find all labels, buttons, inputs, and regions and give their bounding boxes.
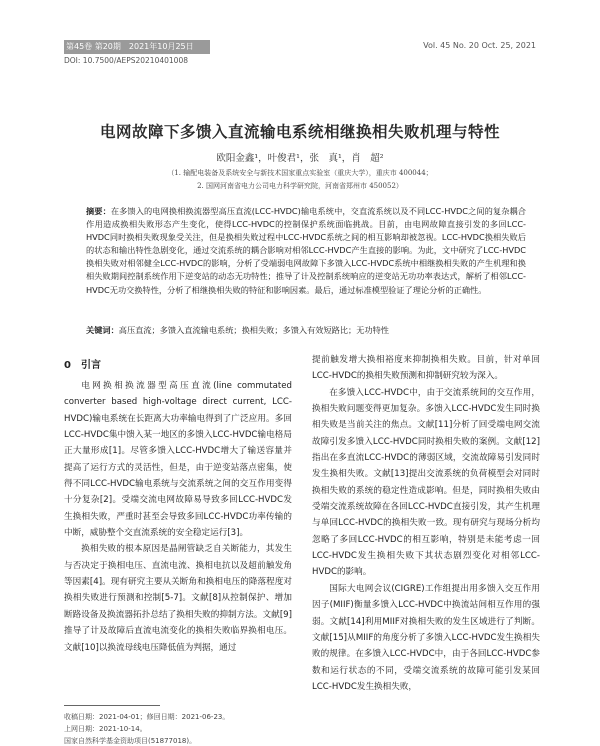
section-heading-introduction: 0 引言 bbox=[64, 360, 101, 371]
abstract-text: 在多馈入的电网换相换流器型高压直流(LCC-HVDC)输电系统中，交直流系统以及不同LCC-HVDC之间的复杂耦合作用造成换相失败形态产生变化，使得LCC-HVDC的控制保护系统面临挑战。目前，由电网故障直接引发的多回LCC-HVDC同时换相失败现象受关注，但是换相失败过程中LCC-HVDC系统之间的相互影响却被忽视。LCC-HVDC换相失败后的状态和输出特性急剧变化，通过交流系统的耦合影响对相邻LCC-HVDC产生直接的影响。为此，文中研究了LCC-HVDC换相失败对相邻健全LCC-HVDC的影响，分析了受端弱电网故障下多馈入LCC-HVDC系统中相继换相失败的产生机理和换相失败期间控制系统作用下逆变站的动态无功特性；推导了计及控制系统响应的逆变站无功功率表达式，解析了相邻LCC-HVDC无功交换特性，分析了相继换相失败的特征和影响因素。最后，通过标准模型验证了理论分析的正确性。 bbox=[86, 206, 526, 295]
affiliation-1: （1. 输配电装备及系统安全与新技术国家重点实验室（重庆大学），重庆市 400044； bbox=[167, 169, 433, 177]
right-column bbox=[312, 352, 540, 695]
abstract bbox=[86, 205, 526, 297]
footnote-divider bbox=[64, 705, 160, 706]
doi[interactable]: DOI: 10.7500/AEPS20210401008 bbox=[64, 56, 188, 65]
footnote-online-date: 上网日期：2021-10-14。 bbox=[64, 725, 147, 733]
authors: 欧阳金鑫¹，叶俊君¹，张 真¹，肖 超² bbox=[216, 153, 384, 164]
journal-volume-info: Vol. 45 No. 20 Oct. 25, 2021 bbox=[423, 41, 536, 50]
paragraph: 在多馈入LCC-HVDC中，由于交流系统间的交互作用，换相失败问题变得更加复杂。多馈入LCC-HVDC发生同时换相失败是当前关注的焦点。文献[11]分析了回受端电网交流故障引发多馈入LCC-HVDC同时换相失败的案例。文献[12]指出在多直流LCC-HVDC的薄弱区域，交流故障易引发同时发生换相失败。文献[13]提出交流系统的负荷模型会对同时换相失败的系统的稳定性造成影响。但是，同时换相失败由受端交流系统故障在各回LCC-HVDC直接引发，其产生机理与单回LCC-HVDC的换相失败一致。现有研究与现场分析均忽略了多回LCC-HVDC的相互影响，特别是未能考虑一回LCC-HVDC发生换相失败下其状态剧烈变化对相邻LCC-HVDC的影响。 bbox=[312, 387, 540, 578]
paragraph: 国际大电网会议(CIGRE)工作组提出用多馈入交互作用因子(MIIF)衡量多馈入LCC-HVDC中换流站间相互作用的强弱。文献[14]利用MIIF对换相失败的发生区域进行了判断。文献[15]从MIIF的角度分析了多馈入LCC-HVDC发生换相失败的规律。在多馈入LCC-HVDC中，由于各回LCC-HVDC参数和运行状态的不同，受端交流系统的故障可能引发某回LCC-HVDC发生换相失败， bbox=[312, 583, 540, 692]
affiliation-2: 2. 国网河南省电力公司电力科学研究院，河南省郑州市 450052） bbox=[197, 182, 403, 190]
paragraph: 换相失败的根本原因是晶闸管缺乏自关断能力，其发生与否决定于换相电压、直流电流、换相电抗以及超前触发角等因素[4]。现有研究主要从关断角和换相电压的降落程度对换相失败进行预测和控制[5-7]。文献[8]从控制保护、增加断路设备及换流器拓扑总结了换相失败的抑制方法。文献[9]推导了计及故障后直流电流变化的换相失败临界换相电压。文献[10]以换流母线电压降低值为判据，通过 bbox=[64, 544, 292, 653]
keywords bbox=[86, 325, 526, 336]
abstract-label: 摘要： bbox=[86, 206, 111, 216]
paragraph: 电网换相换流器型高压直流(line commutated converter based high-voltage direct current, LCC-HVDC)输电系统在长距离大功率输电得到了广泛应用。多回LCC-HVDC集中馈入某一地区的多馈入LCC-HVDC输电格局正大量形成[1]。尽管多馈入LCC-HVDC增大了输送容量并提高了运行方式的灵活性，但是，由于逆变站落点密集，使得不同LCC-HVDC输电系统与交流系统之间的交互作用变得十分复杂[2]。受端交流电网故障易导致多回LCC-HVDC发生换相失败，严重时甚至会导致多回LCC-HVDC功率传输的中断，威胁整个交直流系统的安全稳定运行[3]。 bbox=[64, 381, 292, 539]
paper-title: 电网故障下多馈入直流输电系统相继换相失败机理与特性 bbox=[99, 123, 500, 141]
keywords-text: 高压直流；多馈入直流输电系统；换相失败；多馈入有效短路比；无功特性 bbox=[118, 325, 389, 335]
paragraph: 提前触发增大换相裕度来抑制换相失败。目前，针对单回LCC-HVDC的换相失败预测和抑制研究较为深入。 bbox=[312, 355, 540, 382]
left-column bbox=[64, 378, 292, 656]
footnote-received-date: 收稿日期：2021-04-01；修回日期：2021-06-23。 bbox=[64, 713, 230, 721]
footnote-funding: 国家自然科学基金资助项目(51877018)。 bbox=[64, 737, 197, 745]
journal-issue-info: 第45卷 第20期 2021年10月25日 bbox=[66, 42, 194, 51]
keywords-label: 关键词： bbox=[86, 325, 119, 335]
